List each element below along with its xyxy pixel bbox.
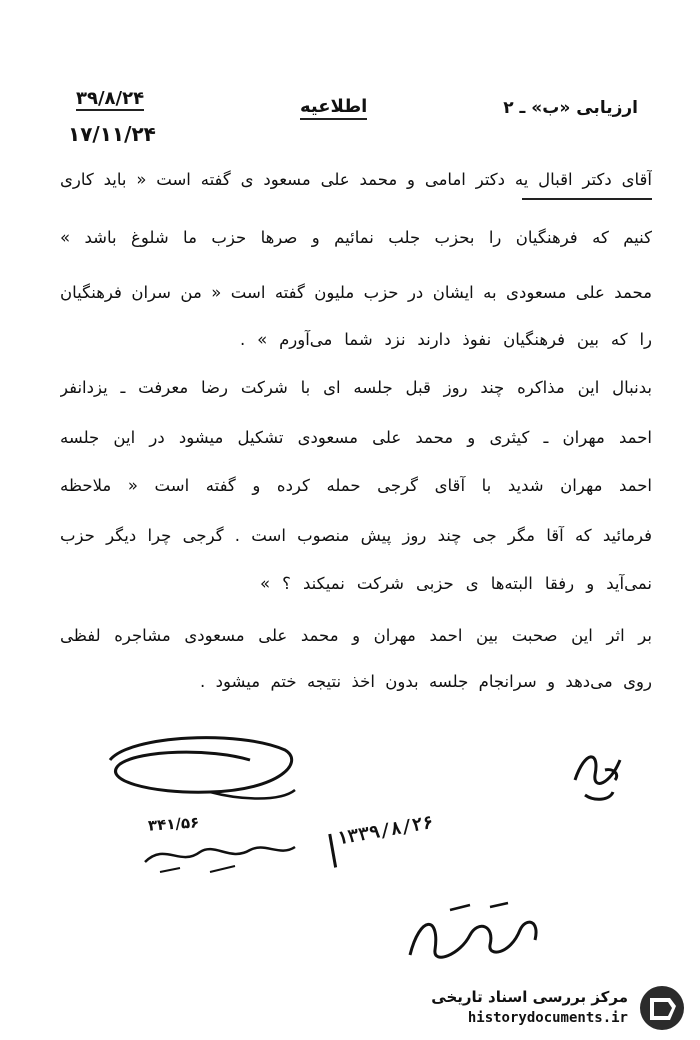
body-line: بر اثر این صحبت بین احمد مهران و محمد علی مسعودی مشاجره لفظی	[60, 626, 652, 645]
document-title: اطلاعیه	[300, 96, 367, 120]
body-line: فرمائید که آقا مگر جی چند روز پیش منصوب است . گرجی چرا دیگر حزب	[60, 526, 652, 545]
watermark	[418, 982, 688, 1034]
registry-stamp	[335, 808, 462, 869]
body-line: محمد علی مسعودی به ایشان در حزب ملیون گفته است « من سران فرهنگیان	[60, 283, 652, 302]
document-date: ۳۹/۸/۲۴	[76, 88, 145, 109]
margin-note: ۳۴۱/۵۶	[147, 813, 200, 835]
body-line: احمد مهران شدید با آقای گرجی حمله کرده و گفته است « ملاحظه	[60, 476, 652, 495]
watermark-url: historydocuments.ir	[467, 1010, 628, 1026]
archive-logo-icon	[636, 984, 688, 1032]
body-line: روی می‌دهد و سرانجام جلسه بدون اخذ نتیجه ختم میشود .	[200, 672, 652, 691]
underline-mark	[522, 198, 652, 200]
watermark-title: مرکز بررسی اسناد تاریخی	[431, 988, 628, 1006]
body-line: کنیم که فرهنگیان را بحزب جلب نمائیم و صرها حزب ما شلوغ باشد »	[60, 228, 652, 247]
classification-label: ارزیابی «ب» ـ ۲	[503, 98, 638, 118]
handwritten-initials-mark	[565, 740, 635, 810]
body-line: بدنبال این مذاکره چند روز قبل جلسه ای با شرکت رضا معرفت ـ یزدانفر	[60, 378, 652, 397]
body-line: را که بین فرهنگیان نفوذ دارند نزد شما می‌آورم » .	[240, 330, 652, 349]
body-line: احمد مهران ـ کیثری و محمد علی مسعودی تشکیل میشود در این جلسه	[60, 428, 652, 447]
body-line: نمی‌آید و رفقا البته‌ها ی حزبی شرکت نمیکند ؟ »	[260, 574, 652, 593]
handwritten-loop-mark	[90, 730, 310, 810]
document-date-handwritten: ۱۷/۱۱/۲۴	[68, 122, 156, 146]
handwritten-scribble-mark	[140, 832, 300, 878]
registry-stamp-number: ۱۳۳۹/۸/۲۶	[335, 811, 436, 850]
handwritten-signature	[400, 895, 550, 975]
body-line: آقای دکتر اقبال یه دکتر امامی و محمد علی مسعود ی گفته است « باید کاری	[60, 170, 652, 189]
